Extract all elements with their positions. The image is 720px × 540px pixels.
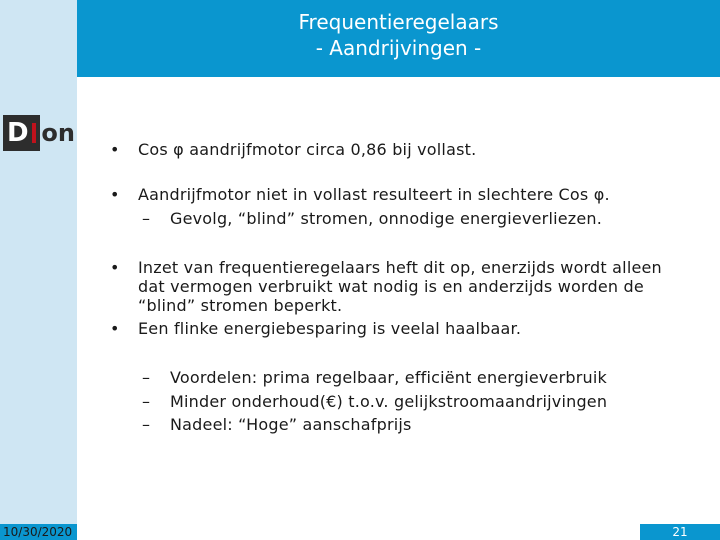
bullet-marker: • xyxy=(110,319,120,338)
sub-bullet-text: Nadeel: “Hoge” aanschafprijs xyxy=(170,415,412,434)
sub-bullet-text: Voordelen: prima regelbaar, efficiënt energieverbruik xyxy=(170,368,607,387)
slide-title xyxy=(77,0,720,77)
footer-date: 10/30/2020 xyxy=(3,525,73,539)
sub-bullet-marker: – xyxy=(142,392,151,411)
slide-title-line2: - Aandrijvingen - xyxy=(315,36,482,60)
bullet-text: Een flinke energiebesparing is veelal haalbaar. xyxy=(138,319,522,338)
logo-mark: D xyxy=(3,115,40,151)
sub-bullet-text: Gevolg, “blind” stromen, onnodige energieverliezen. xyxy=(170,209,603,228)
dion-logo: D on xyxy=(3,113,75,153)
bullet-marker: • xyxy=(110,185,120,204)
sub-bullet-marker: – xyxy=(142,209,151,228)
bullet-text: Aandrijfmotor niet in vollast resulteert in slechtere Cos φ. xyxy=(138,185,610,204)
sub-bullet-marker: – xyxy=(142,415,151,434)
sub-bullet-marker: – xyxy=(142,368,151,387)
slide-title-line1: Frequentieregelaars xyxy=(298,10,499,34)
sub-bullet-text: Minder onderhoud(€) t.o.v. gelijkstroomaandrijvingen xyxy=(170,392,608,411)
bullet-text: Cos φ aandrijfmotor circa 0,86 bij vollast. xyxy=(138,140,477,159)
bullet-marker: • xyxy=(110,258,120,277)
page-number: 21 xyxy=(640,524,720,540)
bullet-text: Inzet van frequentieregelaars heft dit op, enerzijds wordt alleen dat vermogen verbruikt wat nodig is en anderzijds worden de “blind” stromen beperkt. xyxy=(138,258,662,315)
left-decorative-strip xyxy=(0,0,77,540)
bullet-marker: • xyxy=(110,140,120,159)
